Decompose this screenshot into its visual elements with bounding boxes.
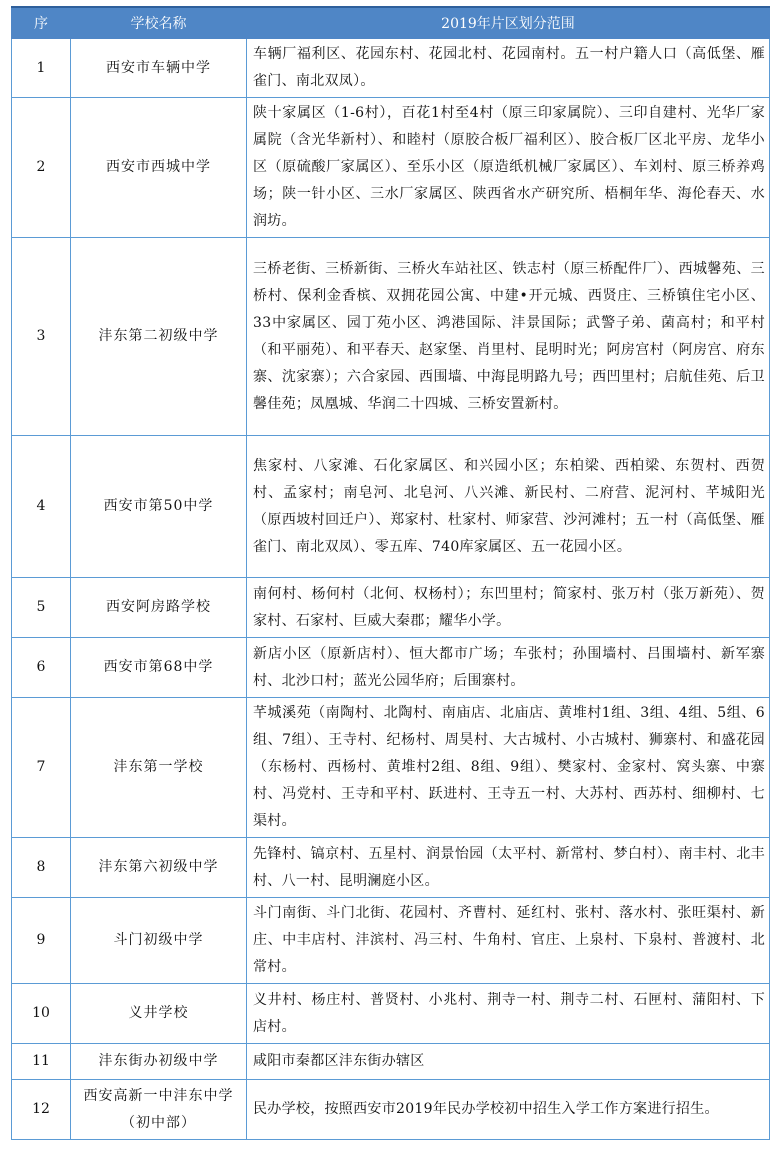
zoning-table (11, 6, 770, 1140)
table-row (12, 898, 770, 984)
table-row (12, 1080, 770, 1140)
row-number: 9 (12, 898, 71, 984)
row-number: 1 (12, 39, 71, 98)
table-row (12, 984, 770, 1044)
table-row (12, 638, 770, 698)
zoning-area: 新店小区（原新店村）、恒大都市广场；车张村；孙围墙村、吕围墙村、新军寨村、北沙口村；蓝光公园华府；后围寨村。 (247, 638, 770, 698)
row-number: 3 (12, 238, 71, 436)
row-number: 8 (12, 838, 71, 898)
zoning-table-wrapper (11, 6, 769, 1140)
school-name: 沣东第六初级中学 (71, 838, 247, 898)
header-school-name: 学校名称 (71, 7, 247, 39)
zoning-area: 焦家村、八家滩、石化家属区、和兴园小区；东柏梁、西柏梁、东贺村、西贺村、孟家村；南皂河、北皂河、八兴滩、新民村、二府营、泥河村、芊城阳光（原西坡村回迁户）、郑家村、杜家村、师家营、沙河滩村；五一村（高低堡、雁雀门、南北双凤）、零五库、740库家属区、五一花园小区。 (247, 436, 770, 578)
zoning-area: 斗门南街、斗门北街、花园村、齐曹村、延红村、张村、落水村、张旺渠村、新庄、中丰店村、沣滨村、冯三村、牛角村、官庄、上泉村、下泉村、普渡村、北常村。 (247, 898, 770, 984)
table-row (12, 436, 770, 578)
row-number: 11 (12, 1044, 71, 1080)
row-number: 10 (12, 984, 71, 1044)
table-row (12, 838, 770, 898)
school-name: 西安市第50中学 (71, 436, 247, 578)
table-body (12, 39, 770, 1140)
zoning-area: 芊城溪苑（南陶村、北陶村、南庙店、北庙店、黄堆村1组、3组、4组、5组、6组、7组）、王寺村、纪杨村、周昊村、大古城村、小古城村、狮寨村、和盛花园（东杨村、西杨村、黄堆村2组、8组、9组）、樊家村、金家村、窝头寨、中寨村、冯党村、王寺和平村、跃进村、王寺五一村、大苏村、西苏村、细柳村、七渠村。 (247, 698, 770, 838)
table-row (12, 39, 770, 98)
school-name: 西安高新一中沣东中学（初中部） (71, 1080, 247, 1140)
header-zoning-range: 2019年片区划分范围 (247, 7, 770, 39)
table-row (12, 1044, 770, 1080)
zoning-area: 南何村、杨何村（北何、权杨村）；东凹里村；简家村、张万村（张万新苑）、贺家村、石家村、巨威大秦郡；耀华小学。 (247, 578, 770, 638)
school-name: 西安市西城中学 (71, 98, 247, 238)
zoning-area: 车辆厂福利区、花园东村、花园北村、花园南村。五一村户籍人口（高低堡、雁雀门、南北双凤）。 (247, 39, 770, 98)
table-row (12, 578, 770, 638)
zoning-area: 民办学校，按照西安市2019年民办学校初中招生入学工作方案进行招生。 (247, 1080, 770, 1140)
row-number: 5 (12, 578, 71, 638)
school-name: 沣东第二初级中学 (71, 238, 247, 436)
zoning-area: 义井村、杨庄村、普贤村、小兆村、荆寺一村、荆寺二村、石匣村、蒲阳村、下店村。 (247, 984, 770, 1044)
school-name: 西安阿房路学校 (71, 578, 247, 638)
table-header-row (12, 7, 770, 39)
header-number: 序 (12, 7, 71, 39)
school-name: 沣东第一学校 (71, 698, 247, 838)
school-name: 西安市第68中学 (71, 638, 247, 698)
school-name: 斗门初级中学 (71, 898, 247, 984)
row-number: 4 (12, 436, 71, 578)
row-number: 2 (12, 98, 71, 238)
row-number: 7 (12, 698, 71, 838)
table-row (12, 98, 770, 238)
table-row (12, 238, 770, 436)
school-name: 义井学校 (71, 984, 247, 1044)
row-number: 12 (12, 1080, 71, 1140)
row-number: 6 (12, 638, 71, 698)
table-row (12, 698, 770, 838)
school-name: 沣东街办初级中学 (71, 1044, 247, 1080)
zoning-area: 三桥老街、三桥新街、三桥火车站社区、铁志村（原三桥配件厂）、西城馨苑、三桥村、保利金香槟、双拥花园公寓、中建•开元城、西贤庄、三桥镇住宅小区、33中家属区、园丁苑小区、鸿港国际、沣景国际；武警子弟、菌高村；和平村（和平丽苑）、和平春天、赵家堡、肖里村、昆明时光；阿房宫村（阿房宫、府东寨、沈家寨）；六合家园、西围墙、中海昆明路九号；西凹里村；启航佳苑、后卫馨佳苑；凤凰城、华润二十四城、三桥安置新村。 (247, 238, 770, 436)
school-name: 西安市车辆中学 (71, 39, 247, 98)
zoning-area: 咸阳市秦都区沣东街办辖区 (247, 1044, 770, 1080)
zoning-area: 先锋村、镐京村、五星村、润景怡园（太平村、新常村、梦白村）、南丰村、北丰村、八一村、昆明澜庭小区。 (247, 838, 770, 898)
zoning-area: 陕十家属区（1-6村），百花1村至4村（原三印家属院）、三印自建村、光华厂家属院（含光华新村）、和睦村（原胶合板厂福利区）、胶合板厂区北平房、龙华小区（原硫酸厂家属区）、至乐小区（原造纸机械厂家属区）、车刘村、原三桥养鸡场；陕一针小区、三水厂家属区、陕西省水产研究所、梧桐年华、海伦春天、水润坊。 (247, 98, 770, 238)
